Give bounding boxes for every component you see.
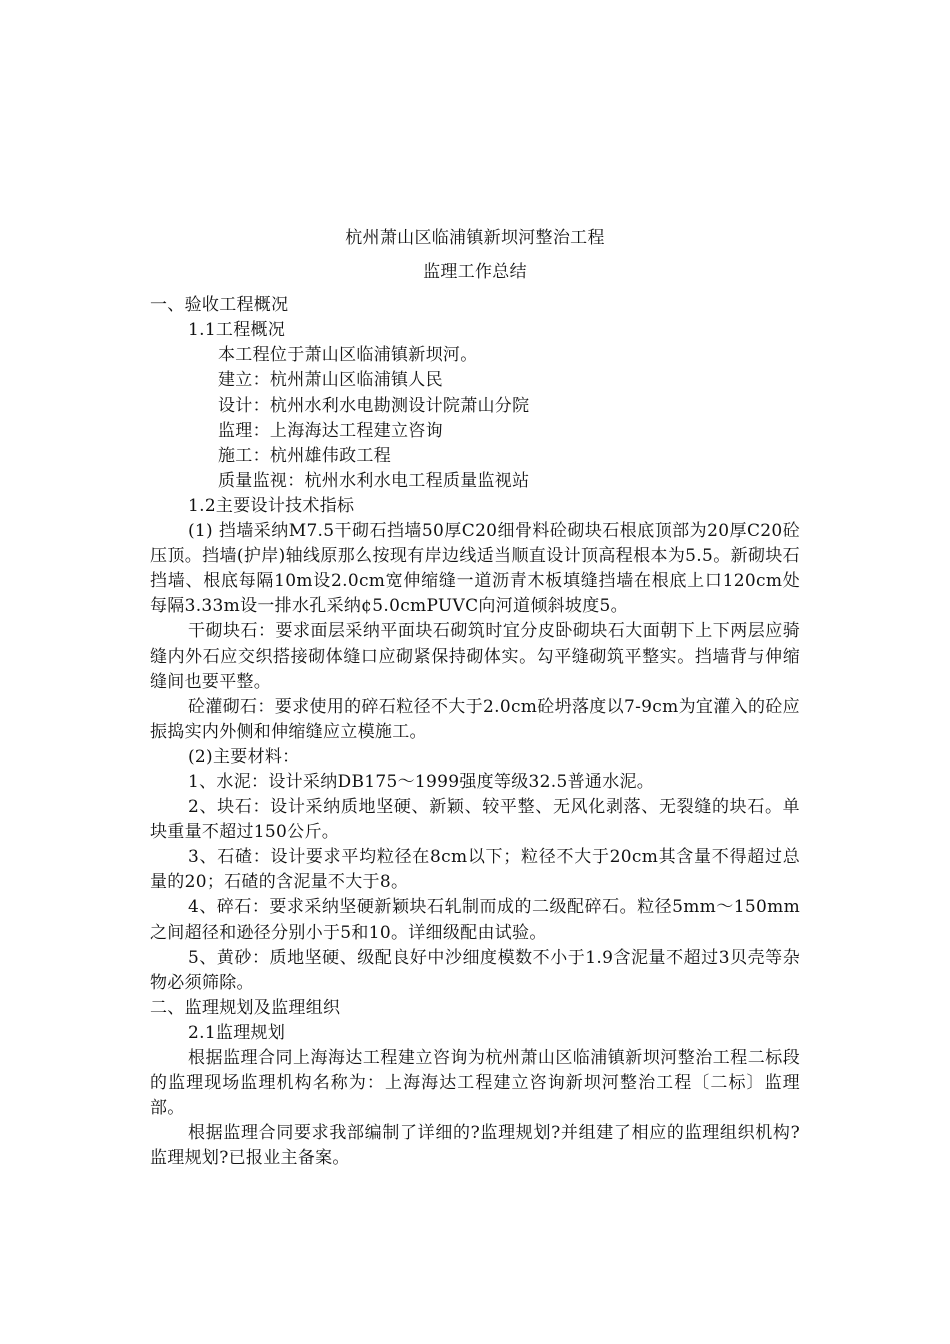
document-title: 杭州萧山区临浦镇新坝河整治工程 <box>345 228 605 248</box>
material-rubble: 3、石碴：设计要求平均粒径在8cm以下；粒径不大于20cm其含量不得超过总量的20；石碴的含泥量不大于8。 <box>150 847 800 893</box>
document-subtitle: 监理工作总结 <box>423 262 527 283</box>
section-1-2-heading: 1.2主要设计技术指标 <box>188 495 355 516</box>
project-location-line: 本工程位于萧山区临浦镇新坝河。 <box>218 345 478 366</box>
paragraph-contract-basis: 根据监理合同上海海达工程建立咨询为杭州萧山区临浦镇新坝河整治工程二标段的监理现场监理机构名称为：上海海达工程建立咨询新坝河整治工程〔二标〕监理部。 <box>150 1048 800 1119</box>
supervisor-line: 监理：上海海达工程建立咨询 <box>218 420 443 441</box>
material-sand: 5、黄砂：质地坚硬、级配良好中沙细度模数不小于1.9含泥量不超过3贝壳等杂物必须筛除。 <box>150 947 800 993</box>
paragraph-retaining-wall: (1) 挡墙采纳M7.5干砌石挡墙50厚C20细骨料砼砌块石根底顶部为20厚C20砼压顶。挡墙(护岸)轴线原那么按现有岸边线适当顺直设计顶高程根本为5.5。新砌块石挡墙、根底每隔10m设2.0cm宽伸缩缝一道沥青木板填缝挡墙在根底上口120cm处每隔3.33m设一排水孔采纳¢5.0cmPUVC向河道倾斜坡度5。 <box>150 521 800 617</box>
paragraph-dry-masonry: 干砌块石：要求面层采纳平面块石砌筑时宜分皮卧砌块石大面朝下上下两层应骑缝内外石应交织搭接砌体缝口应砌紧保持砌体实。勾平缝砌筑平整实。挡墙背与伸缩缝间也要平整。 <box>150 621 800 692</box>
paragraph-main-materials: (2)主要材料： <box>188 746 300 767</box>
section-1-heading: 一、验收工程概况 <box>150 295 289 316</box>
section-1-1-heading: 1.1工程概况 <box>188 320 286 341</box>
material-cement: 1、水泥：设计采纳DB175～1999强度等级32.5普通水泥。 <box>188 771 655 792</box>
designer-line: 设计：杭州水利水电勘测设计院萧山分院 <box>218 395 530 416</box>
builder-line: 建立：杭州萧山区临浦镇人民 <box>218 370 443 391</box>
contractor-line: 施工：杭州雄伟政工程 <box>218 445 391 466</box>
document-page <box>150 226 800 1171</box>
section-2-1-heading: 2.1监理规划 <box>188 1022 286 1043</box>
quality-monitor-line: 质量监视：杭州水利水电工程质量监视站 <box>218 470 530 491</box>
material-block-stone: 2、块石：设计采纳质地坚硬、新颖、较平整、无风化剥落、无裂缝的块石。单块重量不超过150公斤。 <box>150 797 800 843</box>
paragraph-supervision-plan: 根据监理合同要求我部编制了详细的?监理规划?并组建了相应的监理组织机构?监理规划?已报业主备案。 <box>150 1123 800 1169</box>
section-2-heading: 二、监理规划及监理组织 <box>150 997 341 1018</box>
paragraph-grouted-masonry: 砼灌砌石：要求使用的碎石粒径不大于2.0cm砼坍落度以7-9cm为宜灌入的砼应振捣实内外侧和伸缩缝应立模施工。 <box>150 696 800 742</box>
material-crushed-stone: 4、碎石：要求采纳坚硬新颖块石轧制而成的二级配碎石。粒径5mm～150mm之间超径和逊径分别小于5和10。详细级配由试验。 <box>150 897 800 943</box>
